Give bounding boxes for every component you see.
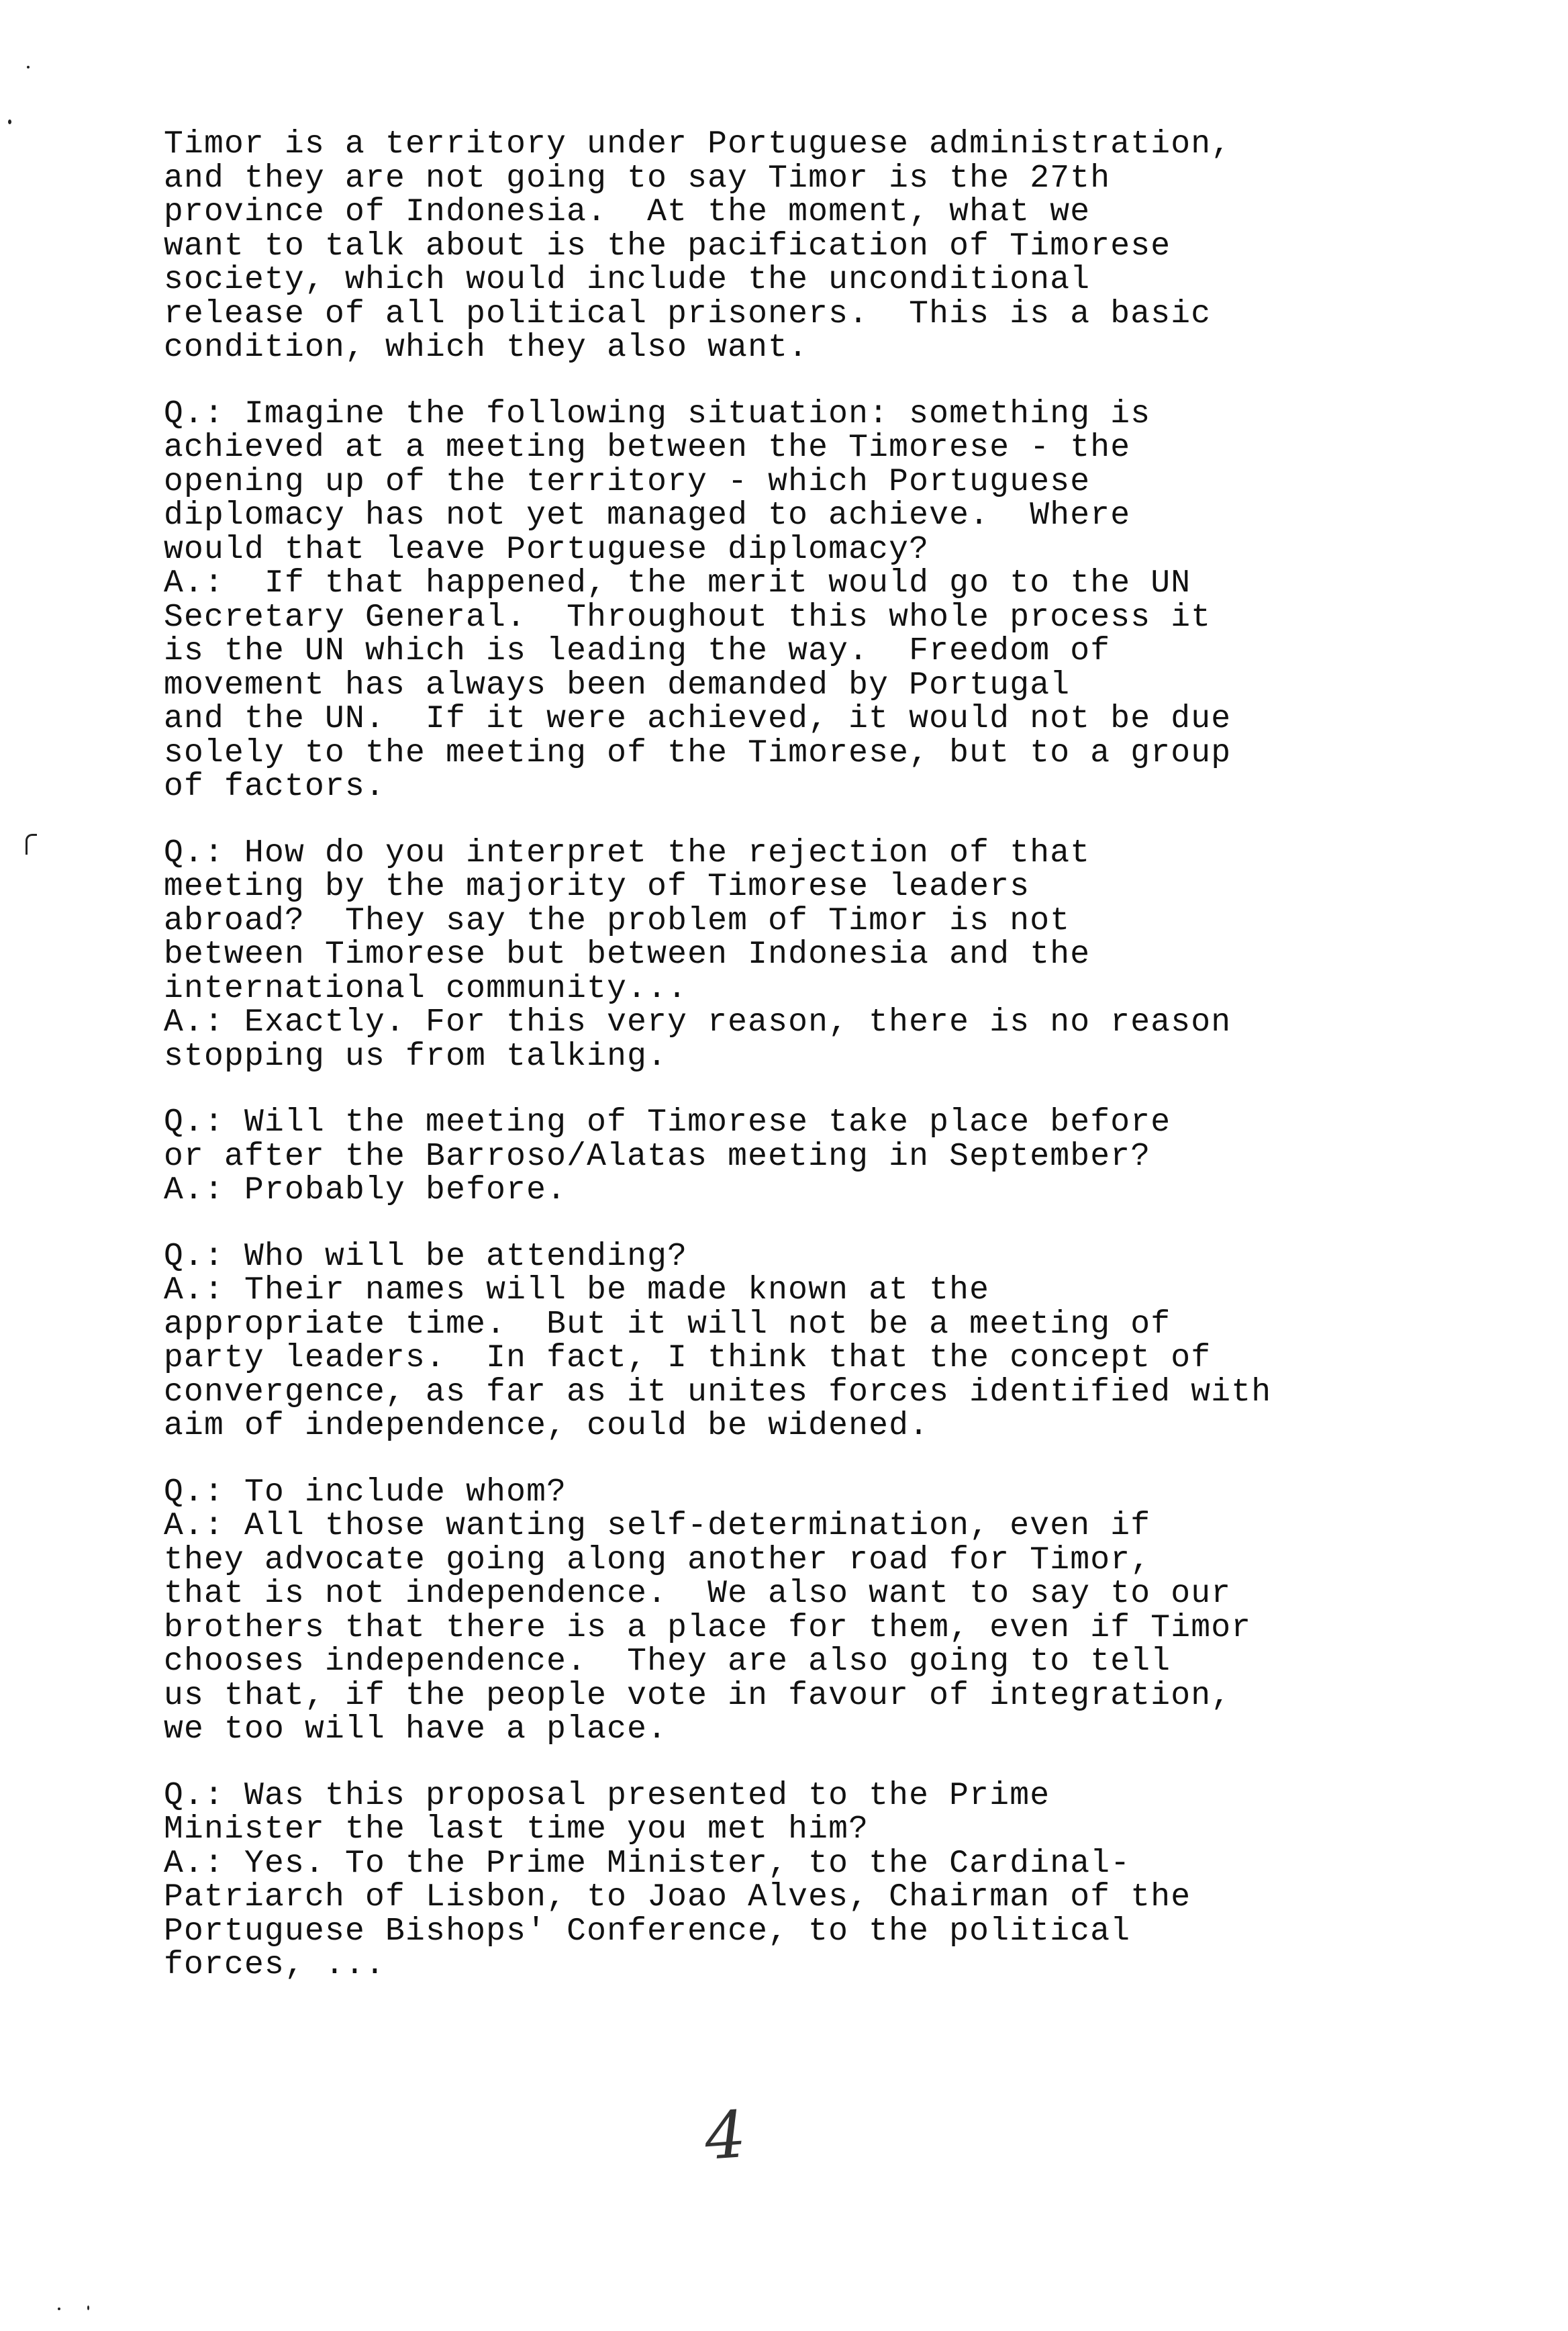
text-line: of factors.	[164, 769, 386, 805]
text-line: Timor is a territory under Portuguese administration,	[164, 126, 1232, 162]
text-line: abroad? They say the problem of Timor is not	[164, 902, 1071, 939]
text-line: Q.: Who will be attending?	[164, 1238, 688, 1275]
text-line: between Timorese but between Indonesia and the	[164, 937, 1091, 973]
text-line: achieved at a meeting between the Timorese - the	[164, 430, 1131, 466]
text-line: appropriate time. But it will not be a meeting of	[164, 1306, 1171, 1343]
text-line: release of all political prisoners. This is a basic	[164, 295, 1212, 332]
text-line: and they are not going to say Timor is the 27th	[164, 160, 1111, 197]
paragraph	[164, 1779, 1439, 1983]
text-line: opening up of the territory - which Portuguese	[164, 463, 1091, 500]
margin-mark	[26, 834, 37, 855]
text-line: A.: Exactly. For this very reason, there is no reason	[164, 1004, 1232, 1041]
text-line: Portuguese Bishops' Conference, to the political	[164, 1913, 1131, 1950]
text-line: province of Indonesia. At the moment, what we	[164, 194, 1091, 230]
text-line: would that leave Portuguese diplomacy?	[164, 531, 930, 568]
scan-speck	[58, 2308, 60, 2310]
text-line: Secretary General. Throughout this whole process it	[164, 599, 1212, 636]
text-line: Q.: To include whom?	[164, 1474, 567, 1511]
text-line: condition, which they also want.	[164, 330, 809, 366]
text-line: convergence, as far as it unites forces identified with	[164, 1374, 1272, 1411]
paragraph	[164, 1476, 1439, 1747]
text-line: international community...	[164, 970, 688, 1007]
text-line: diplomacy has not yet managed to achieve. Where	[164, 497, 1131, 534]
text-line: that is not independence. We also want to say to our	[164, 1576, 1232, 1612]
text-line: Q.: Was this proposal presented to the Prime	[164, 1777, 1050, 1814]
scan-speck	[8, 120, 11, 124]
paragraph	[164, 1106, 1439, 1208]
scan-speck	[27, 66, 30, 68]
text-line: A.: If that happened, the merit would go to the UN	[164, 565, 1191, 602]
paragraph	[164, 1240, 1439, 1443]
text-line: they advocate going along another road for Timor,	[164, 1541, 1151, 1578]
text-line: forces, ...	[164, 1947, 386, 1983]
text-line: A.: Probably before.	[164, 1172, 567, 1208]
text-line: solely to the meeting of the Timorese, but to a group	[164, 734, 1232, 771]
text-line: A.: Yes. To the Prime Minister, to the Cardinal-	[164, 1845, 1131, 1882]
scan-speck	[87, 2305, 89, 2310]
handwritten-page-number: 4	[702, 2097, 748, 2175]
text-line: society, which would include the unconditional	[164, 262, 1091, 298]
text-line: Q.: Will the meeting of Timorese take place before	[164, 1104, 1171, 1141]
text-line: us that, if the people vote in favour of integration,	[164, 1677, 1232, 1714]
text-line: aim of independence, could be widened.	[164, 1408, 930, 1444]
text-line: want to talk about is the pacification of Timorese	[164, 228, 1171, 265]
text-line: A.: All those wanting self-determination, even if	[164, 1508, 1151, 1544]
paragraph	[164, 837, 1439, 1074]
text-line: brothers that there is a place for them, even if Timor	[164, 1609, 1252, 1646]
text-line: we too will have a place.	[164, 1711, 668, 1748]
paragraph	[164, 397, 1439, 804]
text-line: Q.: Imagine the following situation: something is	[164, 395, 1151, 432]
text-line: or after the Barroso/Alatas meeting in September?	[164, 1138, 1151, 1175]
text-line: is the UN which is leading the way. Freedom of	[164, 633, 1111, 669]
document-body	[164, 128, 1439, 2015]
text-line: and the UN. If it were achieved, it would not be due	[164, 701, 1232, 737]
text-line: A.: Their names will be made known at the	[164, 1272, 990, 1309]
text-line: movement has always been demanded by Portugal	[164, 667, 1071, 704]
text-line: Patriarch of Lisbon, to Joao Alves, Chairman of the	[164, 1879, 1191, 1915]
text-line: Q.: How do you interpret the rejection of that	[164, 835, 1091, 871]
text-line: party leaders. In fact, I think that the concept of	[164, 1340, 1212, 1376]
text-line: chooses independence. They are also going to tell	[164, 1644, 1171, 1680]
paragraph	[164, 128, 1439, 365]
text-line: stopping us from talking.	[164, 1038, 668, 1075]
text-line: meeting by the majority of Timorese leaders	[164, 869, 1030, 905]
text-line: Minister the last time you met him?	[164, 1811, 869, 1848]
